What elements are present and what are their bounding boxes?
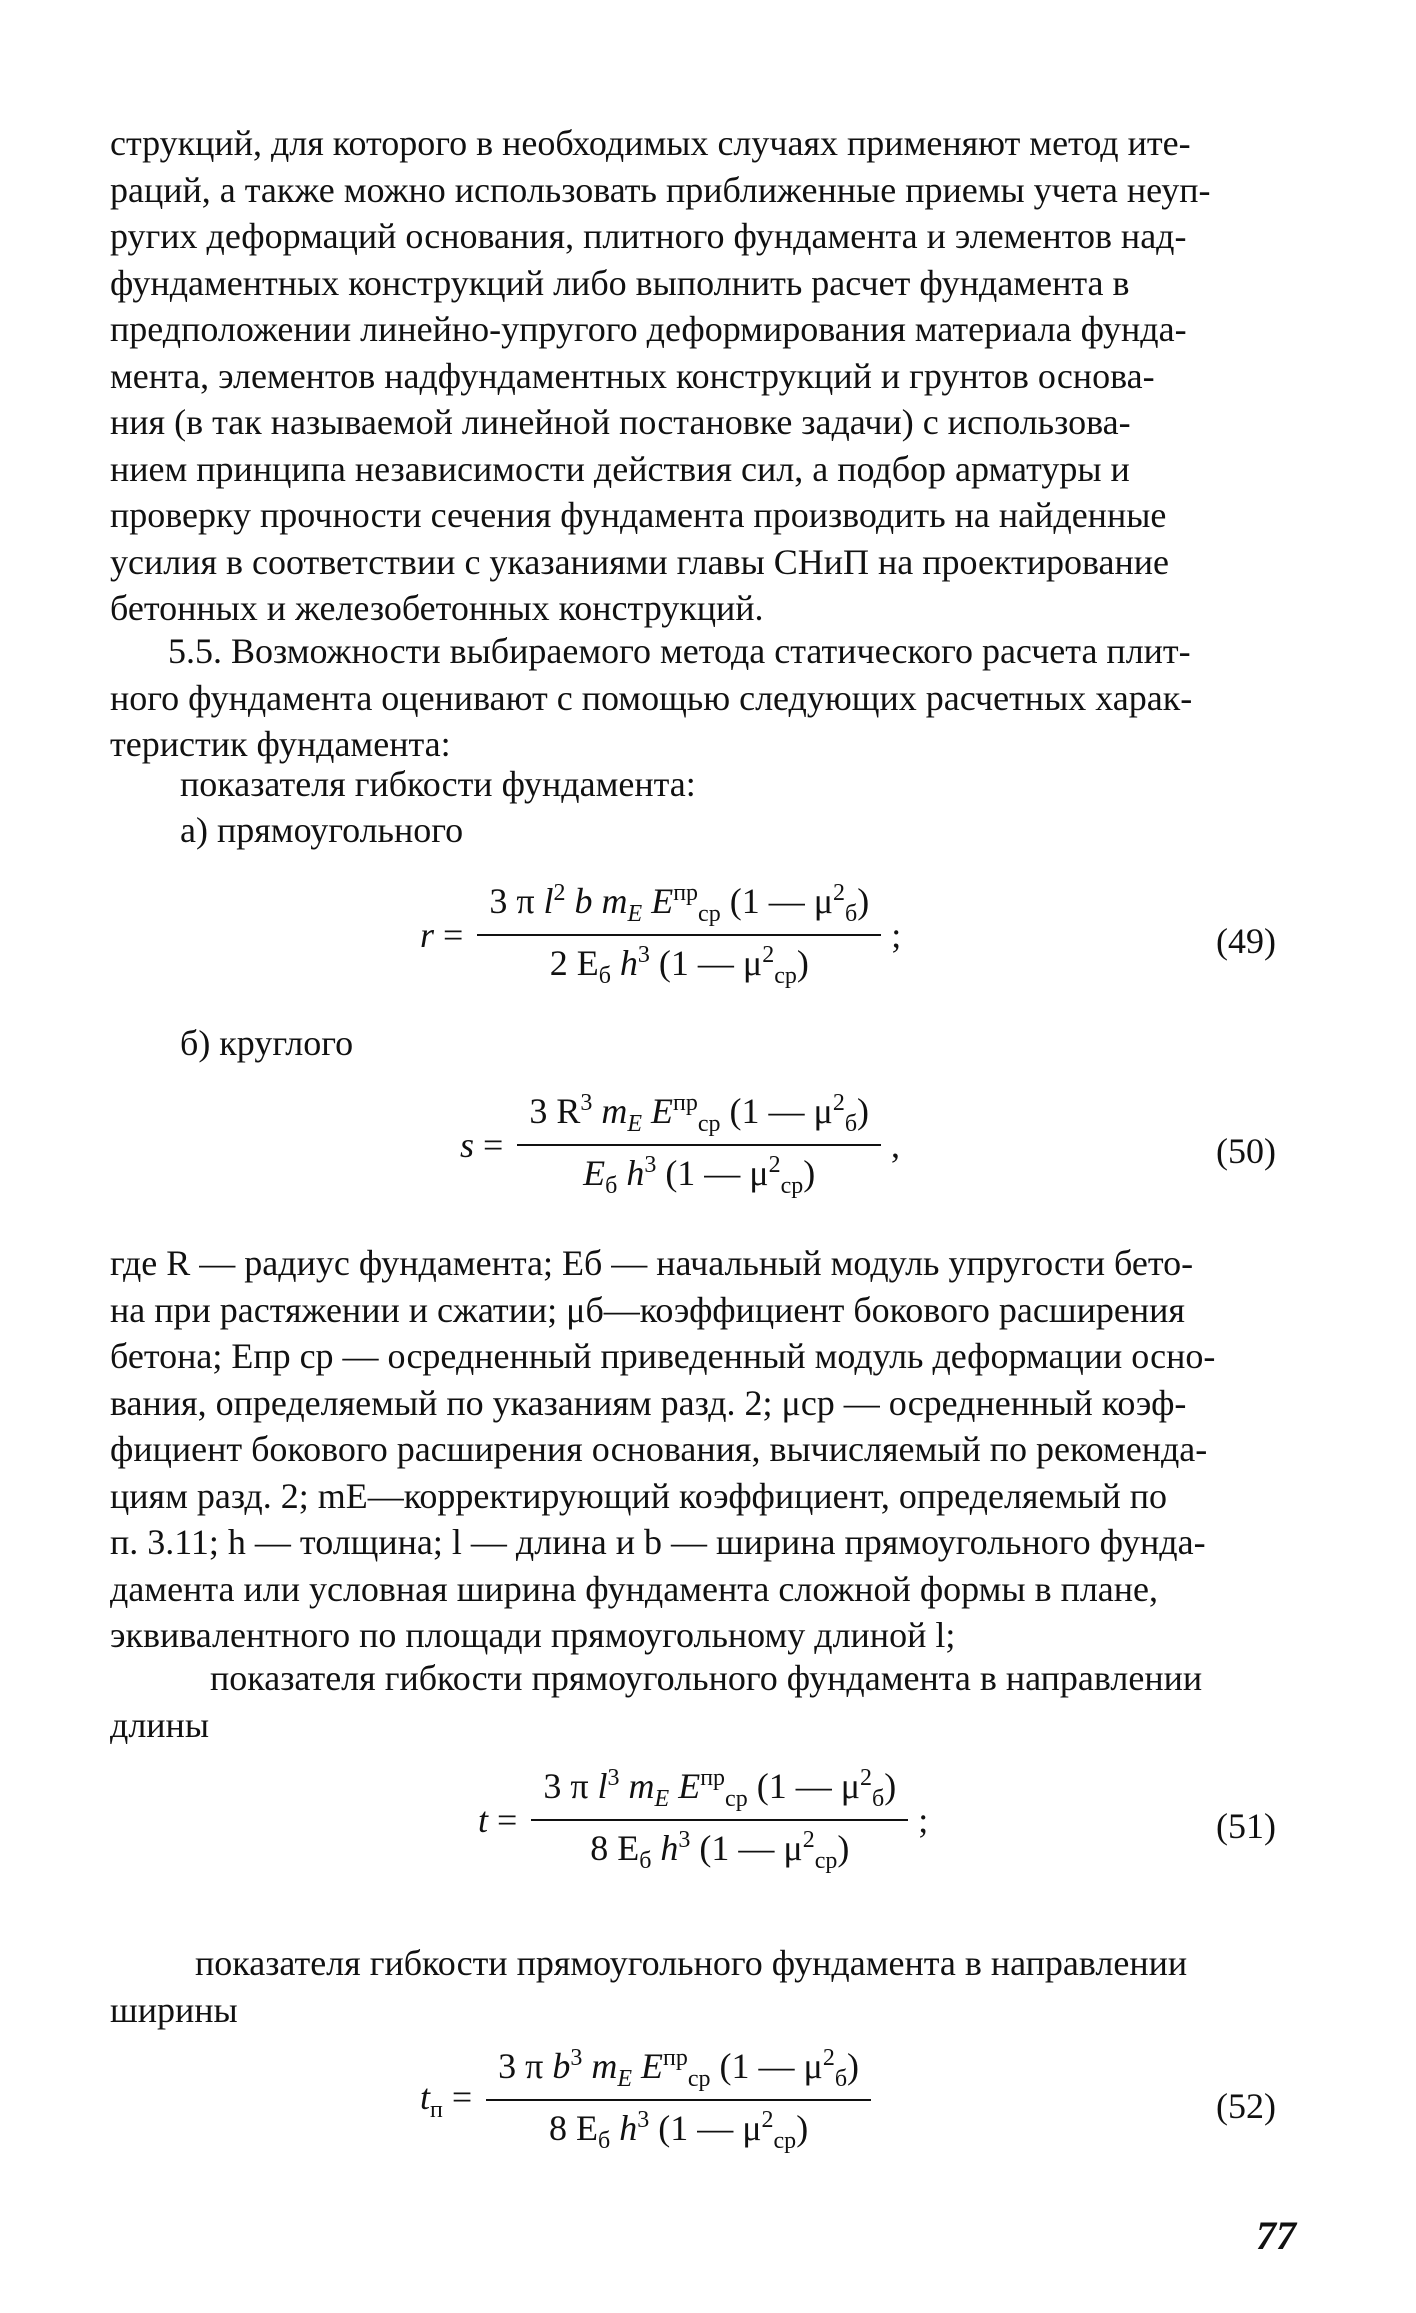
text-line: дамента или условная ширина фундамента сложной формы в плане,: [110, 1568, 1159, 1609]
text-line: п. 3.11; h — толщина; l — длина и b — ширина прямоугольного фунда-: [110, 1522, 1206, 1562]
text-line: предположении линейно-упругого деформирования материала фунда-: [110, 309, 1187, 349]
equation-number: (49): [1216, 921, 1276, 961]
denominator: 8 $E_б$ $h^3$ (1 — $\mu^2_{ср}$): [590, 1827, 850, 1875]
formula-50: [460, 1090, 900, 1200]
formula-lhs: s =: [460, 1125, 504, 1166]
label-circular: б) круглого: [180, 1023, 354, 1063]
formula-lhs: $t_п$ =: [420, 2077, 473, 2124]
text-line: 5.5. Возможности выбираемого метода статического расчета плит-: [168, 631, 1191, 671]
text-line: нием принципа независимости действия сил, а подбор арматуры и: [110, 448, 1130, 489]
text-line: ширины: [110, 1989, 238, 2030]
formula-punctuation: ;: [918, 1800, 929, 1841]
label-rectangular: а) прямоугольного: [180, 810, 464, 850]
text-line: циям разд. 2; mE—корректирующий коэффициент, определяемый по: [110, 1475, 1167, 1516]
formula-lhs: r =: [420, 915, 464, 956]
denominator: $E_б$ $h^3$ (1 — $\mu^2_{ср}$): [583, 1152, 816, 1200]
equation-number: (50): [1216, 1131, 1276, 1171]
equation-number: (51): [1216, 1806, 1276, 1846]
denominator: 2 $E_б$ $h^3$ (1 — $\mu^2_{ср}$): [549, 942, 809, 990]
fraction: [486, 2045, 871, 2155]
text-line: усилия в соответствии с указаниями главы СНиП на проектирование: [110, 541, 1169, 582]
paragraph-width-flexibility: [110, 1940, 1280, 2033]
fraction: [517, 1090, 881, 1200]
formula-51: [478, 1765, 928, 1875]
text-line: фундаментных конструкций либо выполнить расчет фундамента в: [110, 262, 1130, 303]
paragraph-iteration-method: [110, 120, 1280, 632]
text-line: показателя гибкости прямоугольного фундамента в направлении: [210, 1658, 1203, 1698]
paragraph-definitions: [110, 1240, 1280, 1659]
paragraph-5-5: [110, 628, 1280, 768]
text-line: показателя гибкости прямоугольного фундамента в направлении: [195, 1943, 1188, 1983]
formula-punctuation: ;: [891, 915, 902, 956]
text-line: где R — радиус фундамента; Eб — начальный модуль упругости бето-: [110, 1243, 1194, 1283]
formula-49: [420, 880, 901, 990]
text-line: раций, а также можно использовать приближенные приемы учета неуп-: [110, 169, 1211, 210]
paragraph-length-flexibility: [110, 1655, 1280, 1748]
text-line: на при растяжении и сжатии; μб—коэффициент бокового расширения: [110, 1289, 1185, 1330]
text-line: проверку прочности сечения фундамента производить на найденные: [110, 495, 1167, 535]
text-line: ния (в так называемой линейной постановке задачи) с использова-: [110, 402, 1131, 442]
page-number: 77: [1256, 2213, 1296, 2258]
formula-punctuation: ,: [891, 1125, 901, 1166]
numerator: 3 π $l^3$ $m_E$ $E^{пр}_{ср}$ (1 — $\mu^2_б$): [543, 1765, 897, 1813]
fraction: [531, 1765, 908, 1875]
formula-lhs: t =: [478, 1800, 518, 1841]
text-line: ного фундамента оценивают с помощью следующих расчетных харак-: [110, 677, 1193, 718]
text-line: бетонных и железобетонных конструкций.: [110, 588, 764, 628]
text-line: эквивалентного по площади прямоугольному длиной l;: [110, 1615, 956, 1655]
numerator: 3 $R^3$ $m_E$ $E^{пр}_{ср}$ (1 — $\mu^2_б$): [529, 1090, 870, 1138]
numerator: 3 π $b^3$ $m_E$ $E^{пр}_{ср}$ (1 — $\mu^2_б$): [498, 2045, 860, 2093]
denominator: 8 $E_б$ $h^3$ (1 — $\mu^2_{ср}$): [549, 2107, 809, 2155]
fraction: [477, 880, 881, 990]
text-line: вания, определяемый по указаниям разд. 2; μср — осредненный коэф-: [110, 1382, 1187, 1423]
formula-52: [420, 2045, 871, 2155]
text-line: фициент бокового расширения основания, вычисляемый по рекоменда-: [110, 1429, 1208, 1469]
text-line: бетона; Eпр ср — осредненный приведенный модуль деформации осно-: [110, 1336, 1216, 1376]
numerator: 3 π $l^2$ b $m_E$ $E^{пр}_{ср}$ (1 — $\mu^2_б$): [489, 880, 870, 928]
text-line: теристик фундамента:: [110, 724, 451, 764]
text-line: струкций, для которого в необходимых случаях применяют метод ите-: [110, 123, 1191, 163]
text-line: мента, элементов надфундаментных конструкций и грунтов основа-: [110, 355, 1155, 396]
label-flexibility: показателя гибкости фундамента:: [180, 764, 696, 804]
text-line: ругих деформаций основания, плитного фундамента и элементов над-: [110, 216, 1187, 256]
equation-number: (52): [1216, 2086, 1276, 2126]
text-line: длины: [110, 1704, 209, 1745]
